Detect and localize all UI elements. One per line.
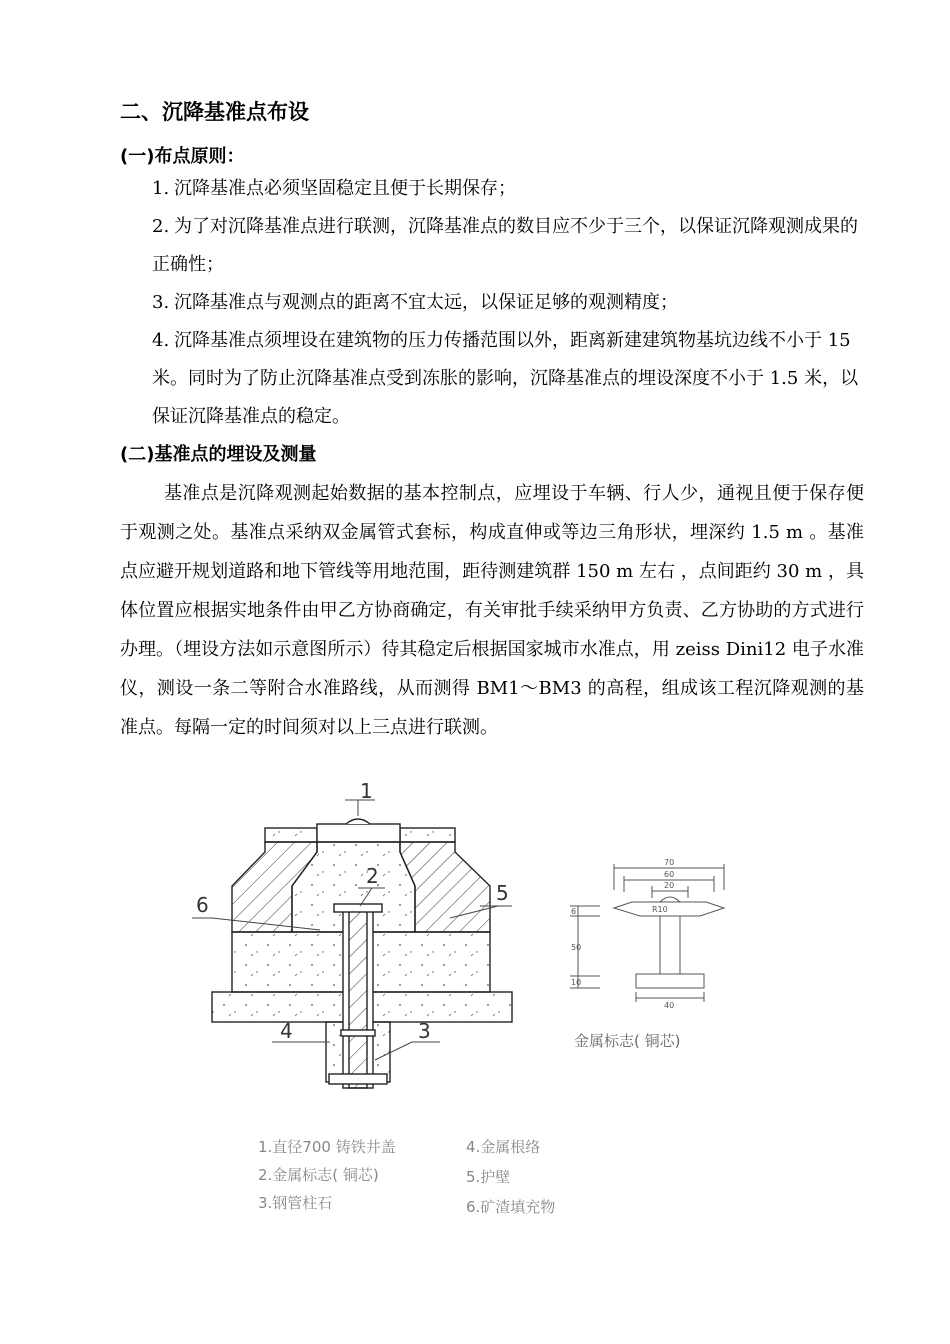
item-text: 沉降基准点须埋设在建筑物的压力传播范围以外，距离新建建筑物基坑边线不小于 15 米。同时为了防止沉降基准点受到冻胀的影响，沉降基准点的埋设深度不小于 1.5 米，以保证沉降基准点的稳定。 xyxy=(152,330,859,427)
item-text: 沉降基准点与观测点的距离不宜太远，以保证足够的观测精度； xyxy=(174,292,678,313)
body-paragraph: 基准点是沉降观测起始数据的基本控制点，应埋设于车辆、行人少，通视且便于保存便于观测之处。基准点采纳双金属管式套标，构成直伸或等边三角形状，埋深约 1.5 m 。基准点应避开规划道路和地下管线等用地范围，距待测建筑群 150 m 左右 ，点间距约 30 m ，具体位置应根据实地条件由甲乙方协商确定，有关审批手续采纳甲方负责、乙方协助的方式进行办理。（埋设方法如示意图所示）待其稳定后根据国家城市水准点，用 zeiss Dini12 电子水准仪，测设一条二等附合水准路线，从而测得 BM1～BM3 的高程，组成该工程沉降观测的基准点。每隔一定的时间须对以上三点进行联测。 xyxy=(120,483,864,738)
cross-section xyxy=(212,819,512,1088)
legend-item-5: 5.护壁 xyxy=(466,1168,511,1186)
item-number: 4. xyxy=(152,330,170,351)
callout-3: 3 xyxy=(418,1019,431,1043)
dim-60: 60 xyxy=(664,870,675,879)
legend-item-4: 4.金属根络 xyxy=(466,1138,541,1156)
callout-5: 5 xyxy=(496,881,509,905)
callout-2: 2 xyxy=(366,864,379,888)
legend-item-2: 2.金属标志( 铜芯) xyxy=(258,1166,379,1184)
benchmark-burial-diagram xyxy=(0,780,950,1230)
marker-detail xyxy=(570,864,724,1002)
item-number: 1. xyxy=(152,178,170,199)
callout-1: 1 xyxy=(360,780,373,803)
item-text: 为了对沉降基准点进行联测，沉降基准点的数目应不少于三个，以保证沉降观测成果的正确性； xyxy=(152,216,858,275)
callout-6: 6 xyxy=(196,893,209,917)
diagram-legend xyxy=(258,1138,555,1216)
dim-50: 50 xyxy=(571,943,582,952)
dim-20: 20 xyxy=(664,881,675,890)
subsection-title-benchmark: (二)基准点的埋设及测量 xyxy=(120,444,317,465)
callout-4: 4 xyxy=(280,1019,293,1043)
detail-caption: 金属标志( 铜芯) xyxy=(574,1032,681,1050)
legend-item-3: 3.钢管柱石 xyxy=(258,1194,333,1212)
principle-item-4 xyxy=(152,322,864,436)
dim-r10: R10 xyxy=(652,905,668,914)
legend-item-1: 1.直径700 铸铁井盖 xyxy=(258,1138,396,1156)
dim-10: 10 xyxy=(571,978,582,987)
item-number: 3. xyxy=(152,292,170,313)
principle-item-3 xyxy=(152,284,864,322)
item-number: 2. xyxy=(152,216,170,237)
section-title: 二、沉降基准点布设 xyxy=(120,100,309,124)
dim-40: 40 xyxy=(664,1001,675,1010)
subsection-title-principles: (一)布点原则： xyxy=(120,146,245,167)
legend-item-6: 6.矿渣填充物 xyxy=(466,1198,556,1216)
item-text: 沉降基准点必须坚固稳定且便于长期保存； xyxy=(174,178,516,199)
principle-item-2 xyxy=(152,208,864,284)
dim-6: 6 xyxy=(571,907,577,916)
principle-item-1 xyxy=(152,170,864,208)
dim-70: 70 xyxy=(664,858,675,867)
